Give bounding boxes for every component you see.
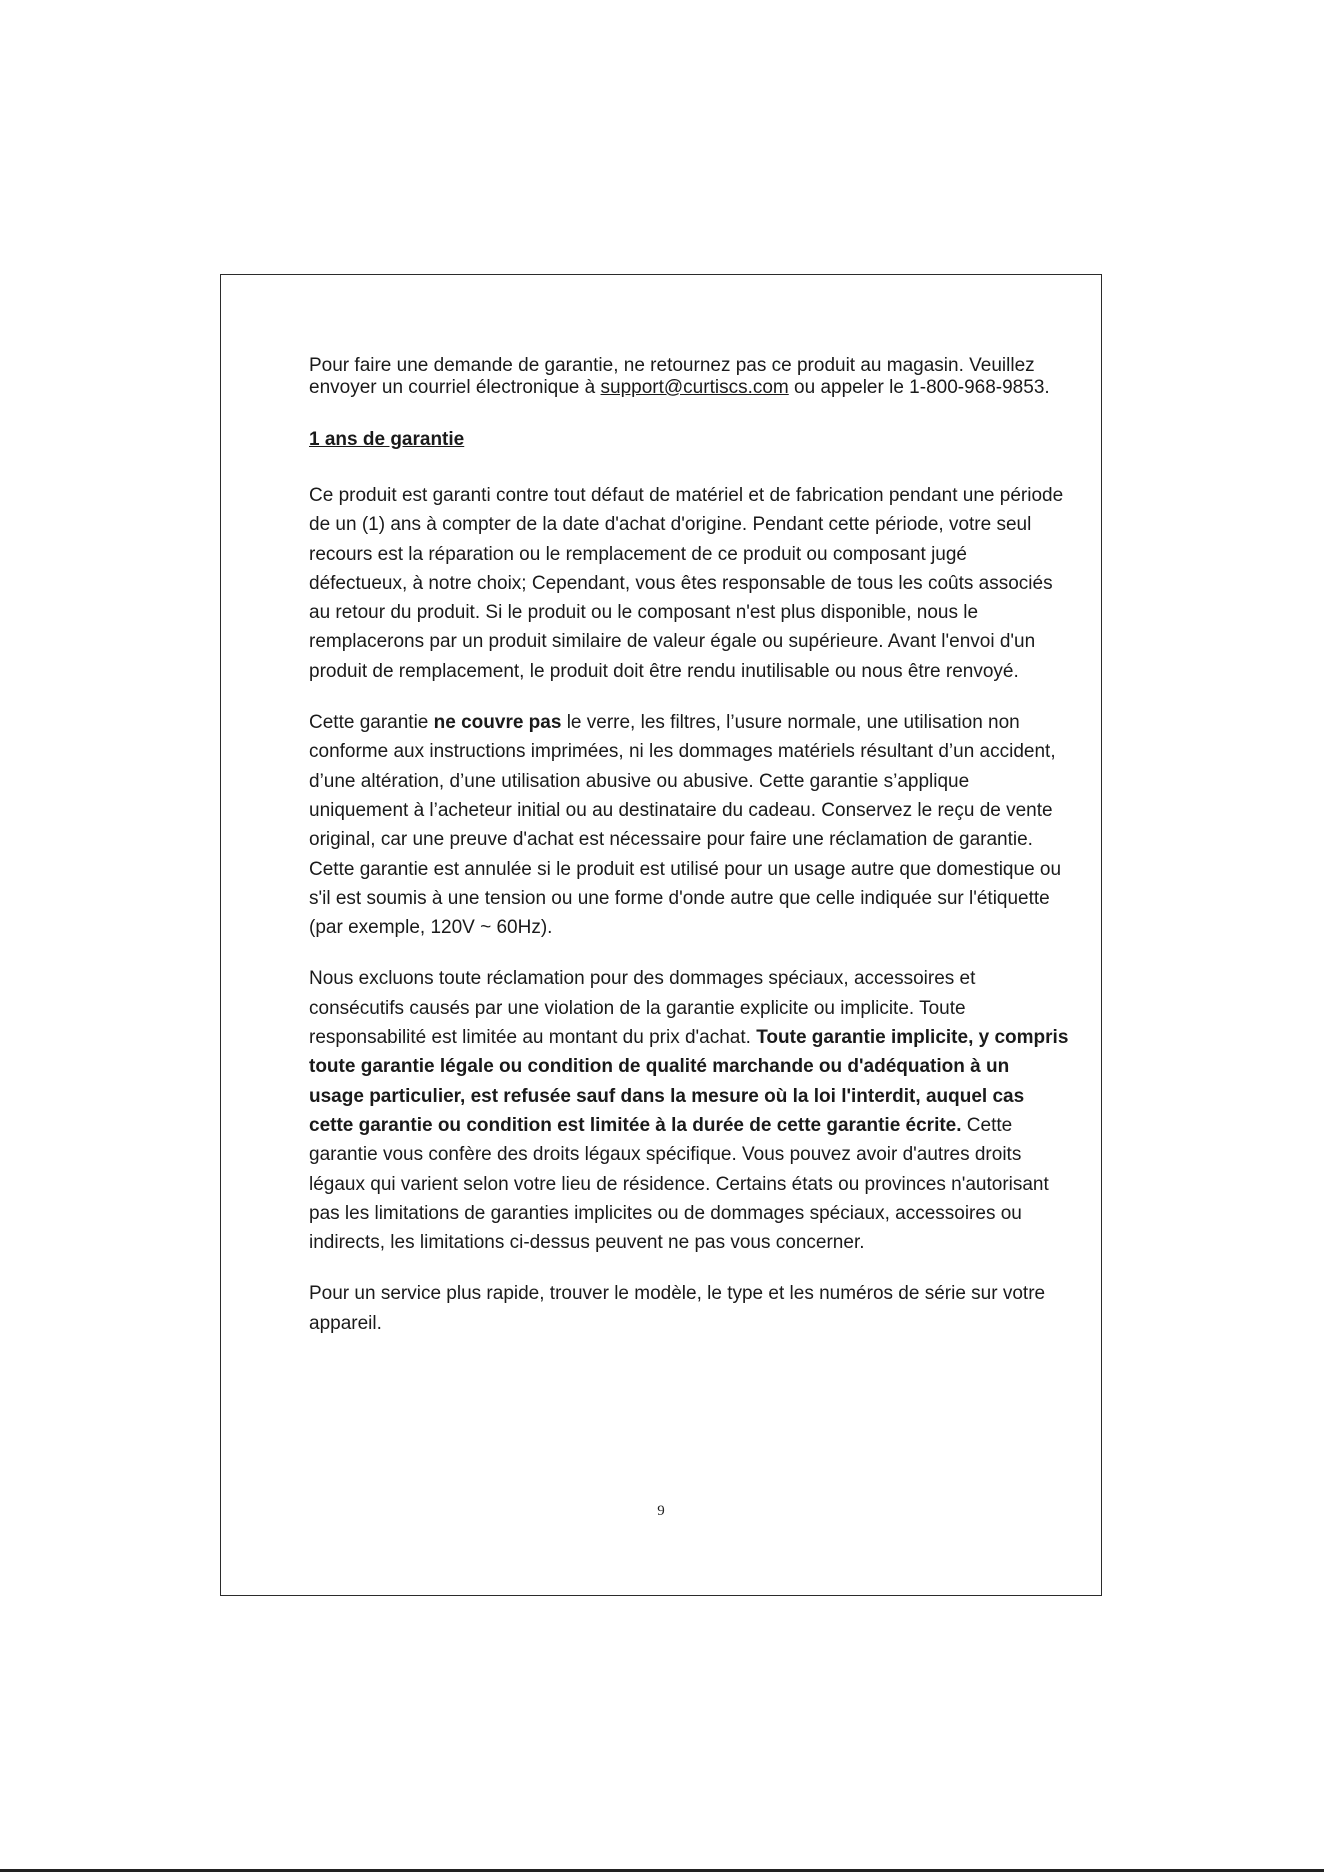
- page-content: [309, 355, 1069, 1338]
- warranty-coverage-paragraph: Ce produit est garanti contre tout défaut de matériel et de fabrication pendant une période de un (1) ans à compter de la date d'achat d'origine. Pendant cette période, votre seul recours est la réparation ou le remplacement de ce produit ou composant jugé défectueux, à notre choix; Cependant, vous êtes responsable de tous les coûts associés au retour du produit. Si le produit ou le composant n'est plus disponible, nous le remplacerons par un produit similaire de valeur égale ou supérieure. Avant l'envoi d'un produit de remplacement, le produit doit être rendu inutilisable ou nous être renvoyé.: [309, 485, 1064, 682]
- intro-text-after-email: ou appeler le 1-800-968-9853.: [788, 377, 1050, 398]
- liability-paragraph: [309, 964, 1069, 1257]
- service-paragraph: Pour un service plus rapide, trouver le modèle, le type et les numéros de série sur votre appareil.: [309, 1283, 1046, 1334]
- page-number: 9: [657, 1503, 665, 1519]
- warranty-exclusions-paragraph: [309, 708, 1069, 942]
- warranty-heading: 1 ans de garantie: [309, 429, 465, 450]
- intro-text-before-email: Pour faire une demande de garantie, ne retournez pas ce produit au magasin. Veuillez envoyer un courriel électronique à: [309, 355, 1035, 398]
- support-email-link[interactable]: support@curtiscs.com: [600, 377, 789, 398]
- liability-lead-text: Nous excluons toute réclamation pour des dommages spéciaux, accessoires et consécutifs causés par une violation de la garantie explicite ou implicite. Toute responsabilité est limitée au montant du prix d'achat.: [309, 968, 976, 1049]
- exclusions-bold-text: ne couvre pas: [433, 712, 562, 734]
- page-frame: [220, 274, 1102, 1596]
- intro-paragraph: [309, 355, 1069, 399]
- exclusions-rest-text: le verre, les filtres, l’usure normale, une utilisation non conforme aux instructions imprimées, ni les dommages matériels résultant d’un accident, d’une altération, d’une utilisation abusive ou abusive. Cette garantie s’applique uniquement à l’acheteur initial ou au destinataire du cadeau. Conservez le reçu de vente original, car une preuve d'achat est nécessaire pour faire une réclamation de garantie. Cette garantie est annulée si le produit est utilisé pour un usage autre que domestique ou s'il est soumis à une tension ou une forme d'onde autre que celle indiquée sur l'étiquette (par exemple, 120V ~ 60Hz).: [309, 712, 1062, 939]
- liability-bold-text: Toute garantie implicite, y compris toute garantie légale ou condition de qualité marchande ou d'adéquation à un usage particulier, est refusée sauf dans la mesure où la loi l'interdit, auquel cas cette garantie ou condition est limitée à la durée de cette garantie écrite.: [309, 1027, 1069, 1136]
- exclusions-lead-text: Cette garantie: [309, 712, 434, 734]
- liability-rest-text: Cette garantie vous confère des droits légaux spécifique. Vous pouvez avoir d'autres droits légaux qui varient selon votre lieu de résidence. Certains états ou provinces n'autorisant pas les limitations de garanties implicites ou de dommages spéciaux, accessoires ou indirects, les limitations ci-dessus peuvent ne pas vous concerner.: [309, 1114, 1049, 1254]
